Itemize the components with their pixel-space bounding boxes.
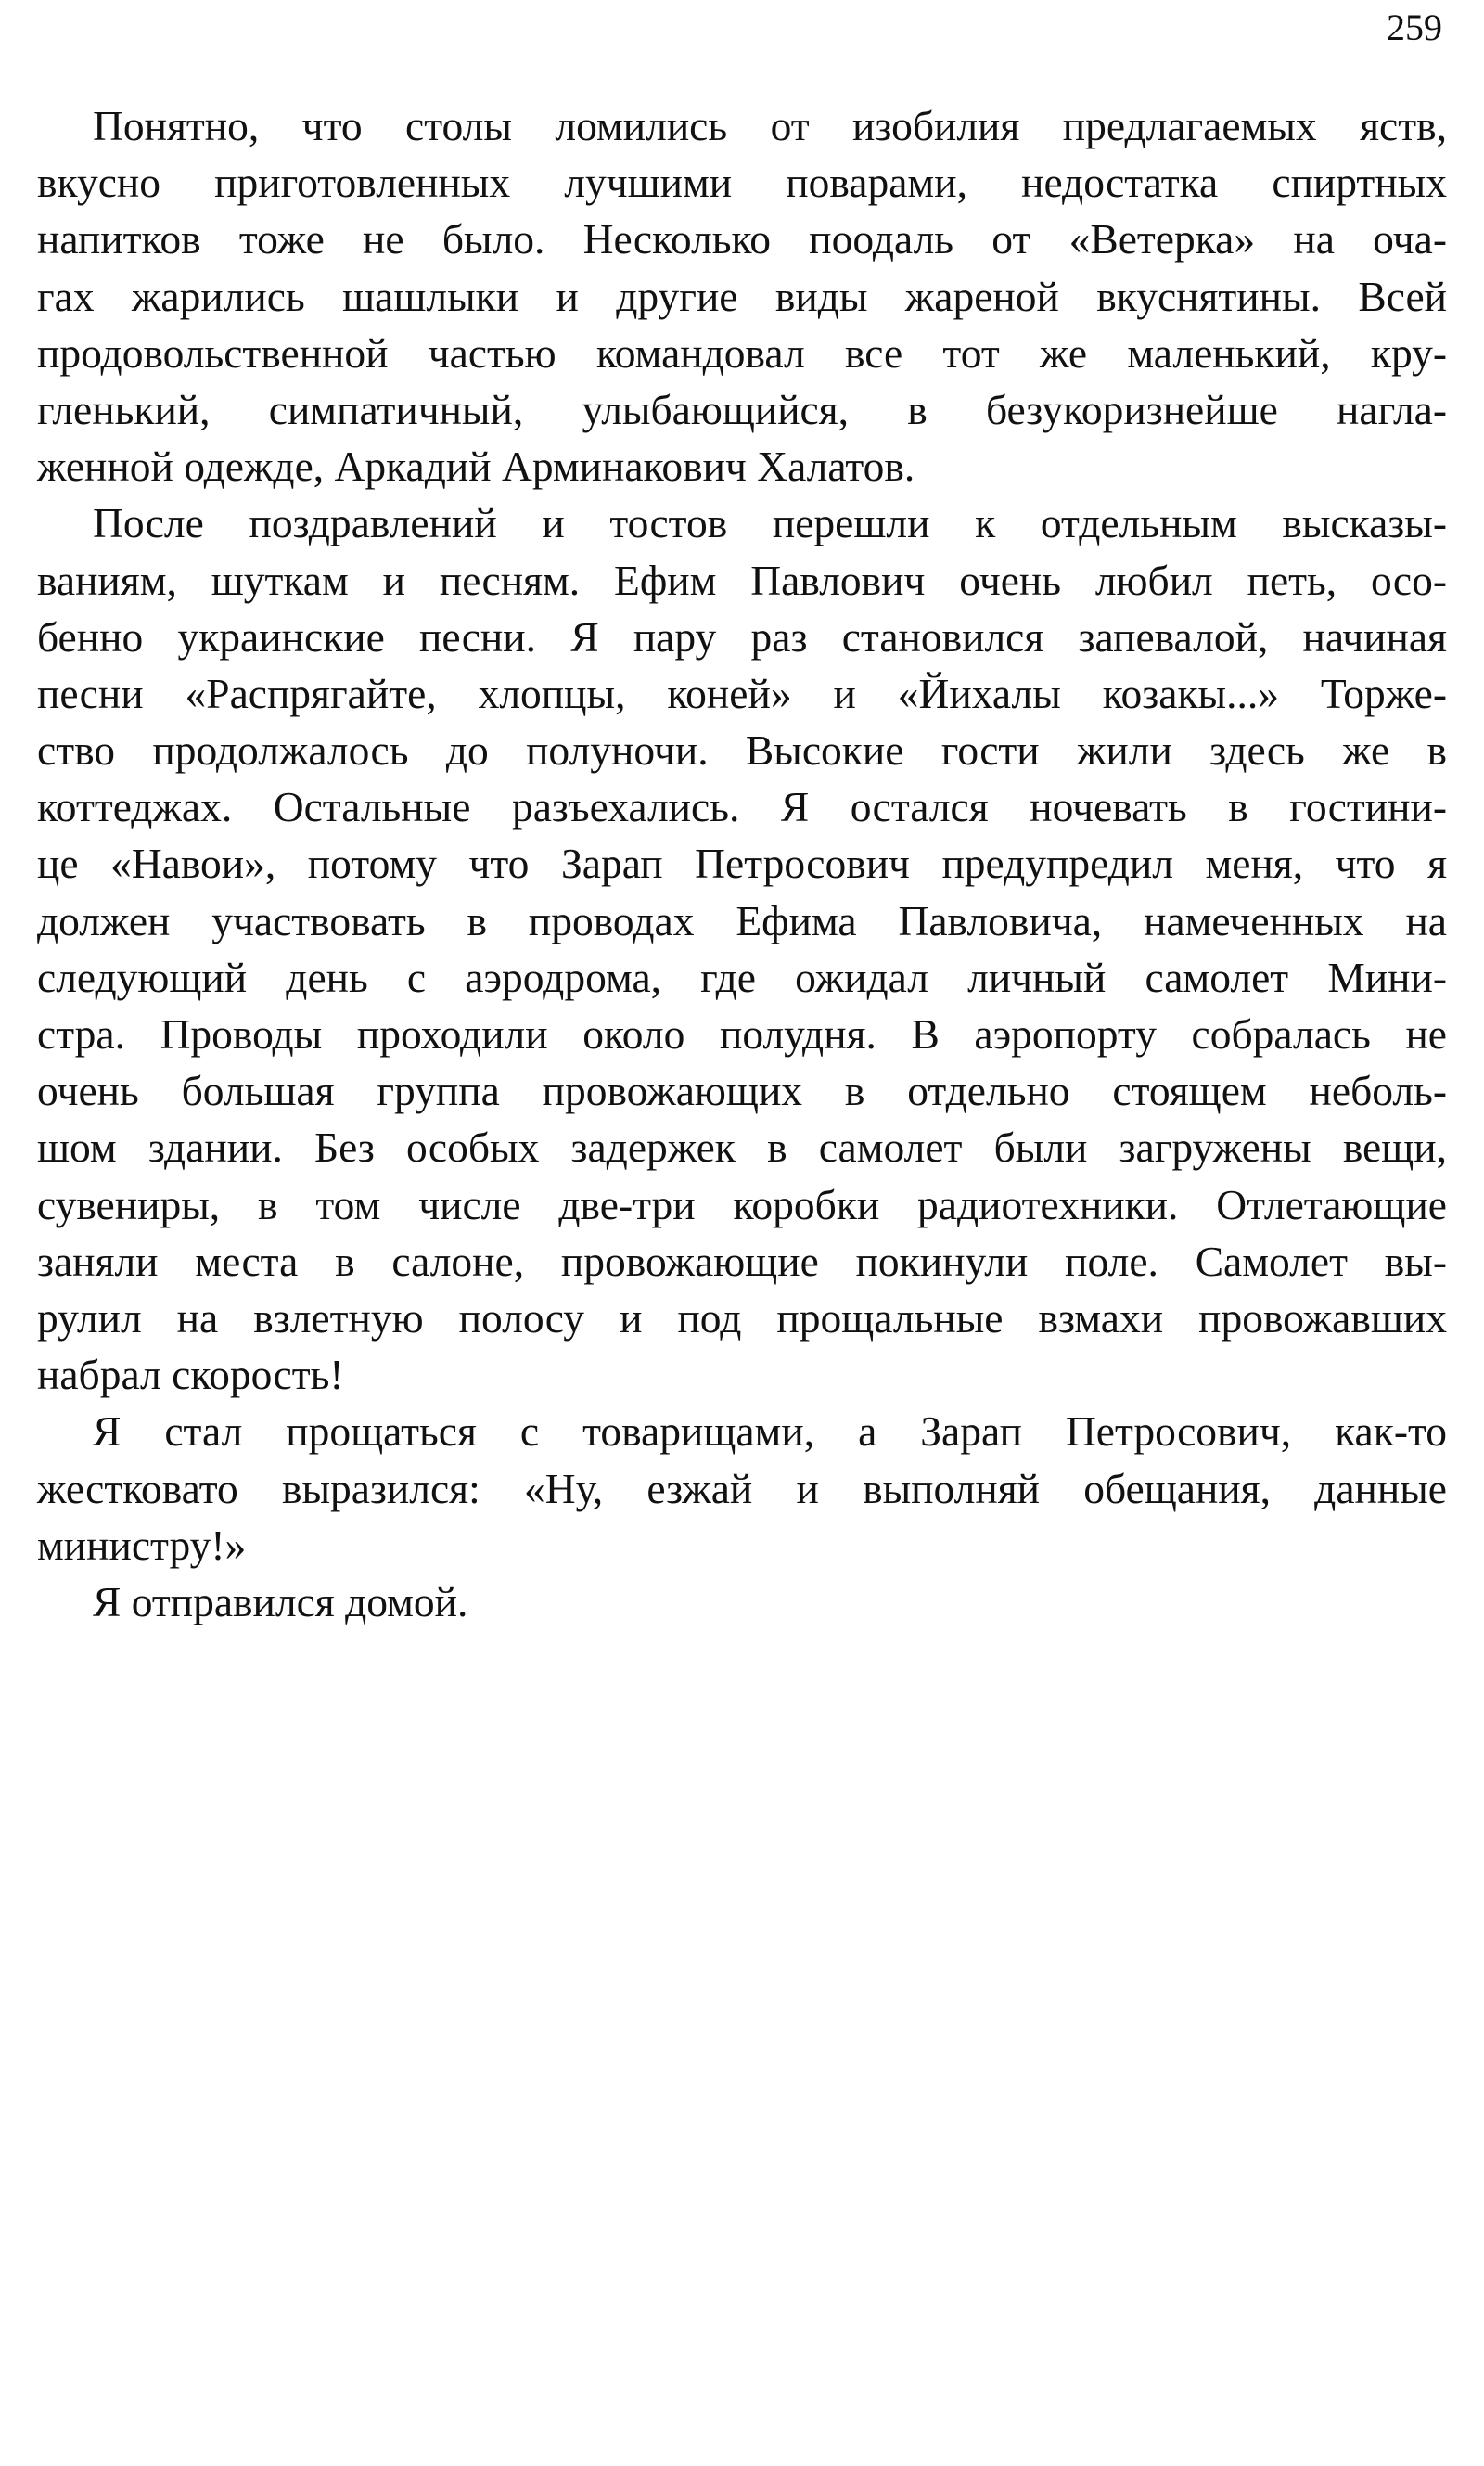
- text-line: Я стал прощаться с товарищами, а Зарап Петросович, как-то: [93, 1407, 1447, 1456]
- text-line: сувениры, в том числе две-три коробки радиотехники. Отлетающие: [37, 1180, 1447, 1228]
- text-line: набрал скорость!: [37, 1351, 344, 1399]
- text-line: ство продолжалось до полуночи. Высокие гости жили здесь же в: [37, 726, 1447, 775]
- text-line: министру!»: [37, 1521, 247, 1569]
- text-line: вкусно приготовленных лучшими поварами, недостатка спиртных: [37, 159, 1447, 207]
- text-line: це «Навои», потому что Зарап Петросович предупредил меня, что я: [37, 840, 1447, 888]
- text-line: продовольственной частью командовал все тот же маленький, кру-: [37, 328, 1447, 377]
- text-line: После поздравлений и тостов перешли к отдельным высказы-: [93, 499, 1447, 547]
- text-line: должен участвовать в проводах Ефима Павловича, намеченных на: [37, 896, 1447, 944]
- text-line: ваниям, шуткам и песням. Ефим Павлович очень любил петь, осо-: [37, 556, 1447, 604]
- text-line: бенно украинские песни. Я пару раз становился запевалой, начиная: [37, 612, 1447, 661]
- text-line: шом здании. Без особых задержек в самолет были загружены вещи,: [37, 1124, 1447, 1172]
- text-line: гленький, симпатичный, улыбающийся, в безукоризнейше нагла-: [37, 385, 1447, 433]
- text-line: рулил на взлетную полосу и под прощальные взмахи провожавших: [37, 1293, 1447, 1342]
- paragraph-2: [37, 494, 1447, 1403]
- paragraph-4: [37, 1573, 1447, 1630]
- page-number: 259: [1387, 6, 1442, 48]
- text-line: следующий день с аэродрома, где ожидал личный самолет Мини-: [37, 953, 1447, 1001]
- text-line: Я отправился домой.: [93, 1577, 468, 1625]
- text-line: жестковато выразился: «Ну, езжай и выполняй обещания, данные: [37, 1464, 1447, 1512]
- text-line: очень большая группа провожающих в отдельно стоящем неболь-: [37, 1067, 1447, 1115]
- text-line: стра. Проводы проходили около полудня. В аэропорту собралась не: [37, 1010, 1447, 1058]
- text-line: напитков тоже не было. Несколько поодаль от «Ветерка» на оча-: [37, 215, 1447, 263]
- text-line: гах жарились шашлыки и другие виды жареной вкуснятины. Всей: [37, 272, 1447, 320]
- text-line: заняли места в салоне, провожающие покинули поле. Самолет вы-: [37, 1237, 1447, 1285]
- paragraph-1: [37, 97, 1447, 494]
- paragraph-3: [37, 1403, 1447, 1573]
- text-line: Понятно, что столы ломились от изобилия предлагаемых яств,: [93, 102, 1447, 149]
- body-text: [37, 97, 1447, 1630]
- text-line: песни «Распрягайте, хлопцы, коней» и «Йихалы козакы...» Торже-: [37, 669, 1447, 717]
- text-line: коттеджах. Остальные разъехались. Я остался ночевать в гостини-: [37, 783, 1447, 831]
- text-line: женной одежде, Аркадий Арминакович Халатов.: [37, 443, 915, 491]
